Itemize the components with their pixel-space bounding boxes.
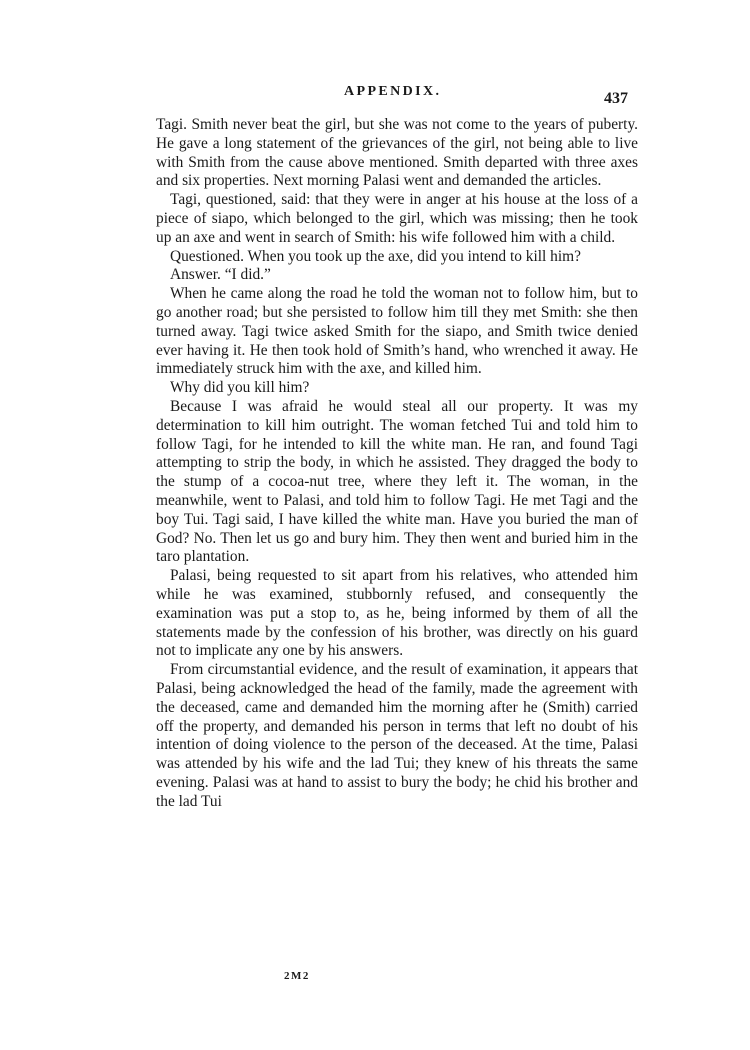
running-head: APPENDIX.: [344, 84, 442, 99]
paragraph: Because I was afraid he would steal all our property. It was my determination to kill him outright. The woman fetched Tui and told him to follow Tagi, for he intended to kill the white man. He ran, and found Tagi attempting to strip the body, in which he assisted. They dragged the body to the stump of a cocoa-nut tree, where they left it. The woman, in the meanwhile, went to Palasi, and told him to follow Tagi. He met Tagi and the boy Tui. Tagi said, I have killed the white man. Have you buried the man of God? No. Then let us go and bury him. They then went and buried him in the taro plantation.: [156, 397, 638, 566]
paragraph: Palasi, being requested to sit apart from his relatives, who attended him while he was examined, stubbornly refused, and consequently the examination was put a stop to, as he, being informed by them of all the statements made by the confession of his brother, was directly on his guard not to implicate any one by his answers.: [156, 567, 638, 660]
paragraph: Tagi, questioned, said: that they were in anger at his house at the loss of a piece of siapo, which belonged to the girl, which was missing; then he took up an axe and went in search of Smith: his wife followed him with a child.: [156, 191, 638, 246]
body-text: [156, 116, 638, 811]
paragraph: Tagi. Smith never beat the girl, but she was not come to the years of puberty. He gave a long statement of the grievances of the girl, not being able to live with Smith from the cause above mentioned. Smith departed with three axes and six properties. Next morning Palasi went and demanded the articles.: [156, 116, 638, 190]
paragraph: When he came along the road he told the woman not to follow him, but to go another road; but she persisted to follow him till they met Smith: she then turned away. Tagi twice asked Smith for the siapo, and Smith twice denied ever having it. He then took hold of Smith’s hand, who wrenched it away. He immediately struck him with the axe, and killed him.: [156, 285, 638, 378]
paragraph: Why did you kill him?: [170, 379, 310, 397]
page-number: 437: [604, 90, 628, 107]
paragraph: Answer. “I did.”: [170, 266, 271, 284]
paragraph: Questioned. When you took up the axe, did you intend to kill him?: [170, 247, 581, 265]
paragraph: From circumstantial evidence, and the result of examination, it appears that Palasi, being acknowledged the head of the family, made the agreement with the deceased, came and demanded him the morning after he (Smith) carried off the property, and demanded his person in terms that left no doubt of his intention of doing violence to the person of the deceased. At the time, Palasi was attended by his wife and the lad Tui; they knew of his threats the same evening. Palasi was at hand to assist to bury the body; he chid his brother and the lad Tui: [156, 661, 638, 810]
signature-mark: 2M2: [284, 970, 310, 982]
